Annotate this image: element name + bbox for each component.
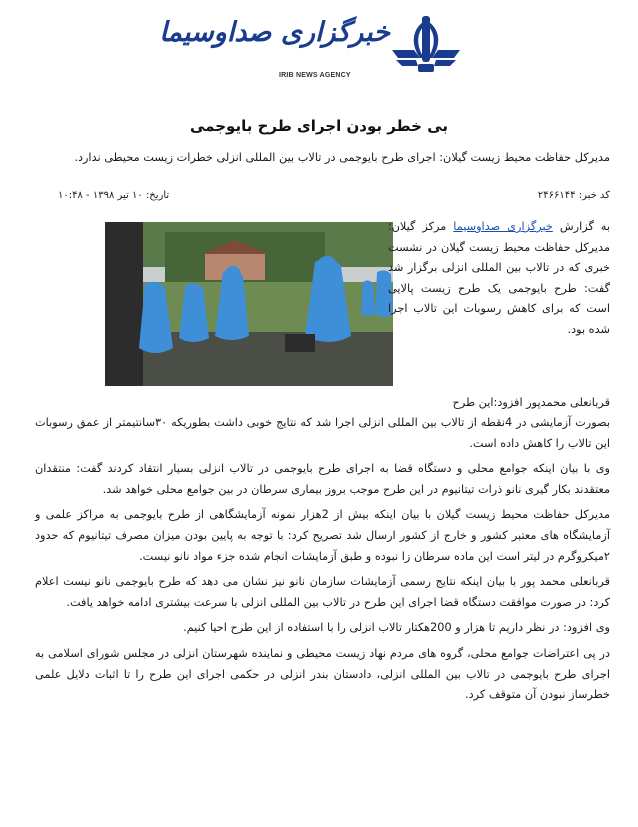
body-paragraph: وی با بیان اینکه جوامع محلی و دستگاه قضا به اجرای طرح بایوجمی در تالاب انزلی بسیار انتقاد کردند گفت: منتقدان معتقدند بکار گیری نانو ذرات تیتانیوم در این طرح موجب بروز بیماری سرطان در بین جوامع محلی خواهد شد. (35, 462, 610, 496)
intro-prefix: به گزارش (552, 220, 610, 233)
news-code-value: ۲۴۶۶۱۴۴ (537, 190, 576, 201)
site-header (0, 0, 638, 95)
publish-date (58, 190, 169, 201)
body-paragraph: قربانعلی محمد پور با بیان اینکه نتایج رسمی آزمایشات سازمان نانو نیز نشان می دهد که طرح بایوجمی نانو نیست اعلام کرد: در صورت موافقت دستگاه قضا اجرای این طرح در تالاب بین المللی انزلی با سرعت بیشتری ادامه خواهد یافت. (35, 575, 610, 609)
news-code (538, 190, 610, 201)
irib-emblem-icon[interactable] (390, 14, 462, 80)
intro-text: مرکز گیلان؛ مدیرکل حفاظت محیط زیست گیلان در نشست خبری که در تالاب بین المللی انزلی برگزار شد گفت: طرح بایوجمی یک طرح زیست پالایی است که برای کاهش رسوبات این تالاب اجرا شده بود. (388, 220, 610, 336)
body-paragraph: در پی اعتراضات جوامع محلی، گروه های مردم نهاد زیست محیطی و نماینده شهرستان انزلی در مجلس شورای اسلامی به اجرای طرح بایوجمی در تالاب بین المللی انزلی، دادستان بندر انزلی در حکمی اجرای این طرح را تا اثبات دلایل علمی خطرساز نبودن آن متوقف کرد. (35, 646, 610, 702)
article-title: بی خطر بودن اجرای طرح بایوجمی (190, 117, 448, 135)
body-paragraph: مدیرکل حفاظت محیط زیست گیلان با بیان اینکه بیش از 2هزار نمونه آزمایشگاهی از طرح بایوجمی به مراکز علمی و آزمایشگاه های معتبر کشور و خارج از کشور ارسال شد تصریح کرد: با توجه به پایین بودن میزان مصرف تیتانیوم که حدود ۲میکروگرم در لیتر است این ماده سرطان زا نبوده و طبق آزمایشات انجام شده جزء مواد نانو نیست. (35, 508, 610, 563)
news-code-label: کد خبر: (578, 190, 610, 201)
intro-paragraph (388, 217, 610, 340)
article-photo (105, 222, 393, 386)
body-paragraph: وی افزود: در نظر داریم تا هزار و 200هکتار تالاب انزلی را با استفاده از این طرح احیا کنیم. (183, 621, 610, 635)
brand-name-english: IRIB NEWS AGENCY (279, 72, 351, 79)
article-meta (58, 190, 610, 206)
brand-name[interactable]: خبرگزاری صداوسیما (159, 17, 390, 48)
agency-link[interactable]: خبرگزاری صداوسیما (453, 220, 553, 233)
body-paragraph: بصورت آزمایشی در 4نقطه از تالاب بین المللی انزلی اجرا شد که نتایج خوبی داشت بطوریکه ۳۰سانتیمتر از عمق رسوبات این تالاب را کاهش داده است. (35, 416, 610, 450)
intro-tail: قربانعلی محمدپور افزود:این طرح (452, 396, 610, 409)
publish-date-label: تاریخ: (145, 190, 170, 201)
article-lead: مدیرکل حفاظت محیط زیست گیلان: اجرای طرح بایوجمی در تالاب بین المللی انزلی خطرات زیست محیطی ندارد. (74, 151, 610, 164)
article-body (35, 413, 610, 711)
publish-date-value: ۱۰ تیر ۱۳۹۸ - ۱۰:۴۸ (58, 190, 143, 201)
